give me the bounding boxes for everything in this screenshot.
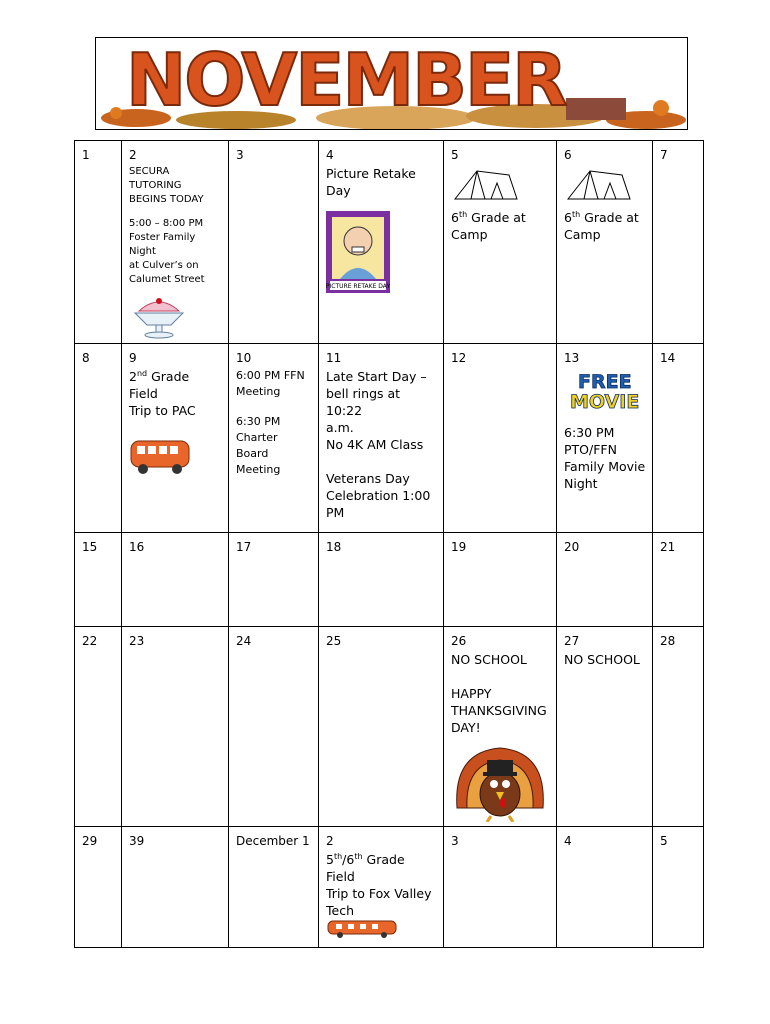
badge-label: PICTURE RETAKE DAY	[326, 283, 390, 290]
day-cell	[229, 141, 319, 344]
day-number: 7	[660, 148, 668, 162]
event-text: Foster Family Night	[129, 232, 196, 257]
event-text: bell rings at 10:22	[326, 386, 401, 418]
day-number: 22	[82, 634, 98, 648]
day-cell	[557, 827, 653, 948]
day-number: 8	[82, 351, 90, 365]
turkey-icon	[451, 742, 549, 822]
logo-top-text: FREE	[578, 371, 632, 393]
day-cell	[653, 627, 704, 827]
day-number: December 1	[236, 834, 310, 848]
day-number: 18	[326, 540, 342, 554]
day-number: 26	[451, 634, 467, 648]
day-number: 39	[129, 834, 145, 848]
event-text: 6th Grade at	[451, 209, 526, 225]
day-cell	[75, 141, 122, 344]
event-text: Charter Board	[236, 431, 278, 460]
day-number: 20	[564, 540, 580, 554]
day-cell	[122, 827, 229, 948]
event-text: a.m.	[326, 420, 354, 435]
day-cell	[319, 141, 444, 344]
day-cell	[557, 627, 653, 827]
event-text: Family Movie	[564, 459, 646, 474]
event-text: Meeting	[236, 463, 281, 476]
week-row	[75, 141, 704, 344]
day-cell	[319, 627, 444, 827]
day-cell	[557, 141, 653, 344]
day-cell	[444, 344, 557, 533]
event-text: 6:00 PM FFN	[236, 369, 305, 382]
day-cell	[653, 141, 704, 344]
day-cell	[122, 533, 229, 627]
day-cell	[444, 141, 557, 344]
event-text: 5:00 – 8:00 PM	[129, 218, 204, 229]
event-text: NO SCHOOL	[564, 652, 640, 667]
day-cell	[319, 533, 444, 627]
calendar-grid	[74, 140, 703, 918]
day-number: 17	[236, 540, 252, 554]
header-banner	[95, 37, 688, 130]
day-cell	[444, 627, 557, 827]
event-text: THANKSGIVING	[451, 703, 547, 718]
day-cell	[75, 627, 122, 827]
day-cell	[229, 344, 319, 533]
event-text: 6th Grade at	[564, 209, 639, 225]
logo-bottom-text: MOVIE	[570, 391, 640, 413]
day-number: 15	[82, 540, 98, 554]
day-number: 11	[326, 351, 342, 365]
ice-cream-sundae-icon	[129, 293, 189, 339]
day-cell	[122, 627, 229, 827]
day-cell	[229, 533, 319, 627]
day-cell	[229, 827, 319, 948]
day-number: 23	[129, 634, 145, 648]
day-number: 19	[451, 540, 467, 554]
day-number: 29	[82, 834, 98, 848]
day-number: 4	[564, 834, 572, 848]
free-movie-logo	[564, 368, 646, 414]
event-text: Night	[564, 476, 598, 491]
day-cell	[75, 827, 122, 948]
event-text: 6:30 PM	[564, 425, 615, 440]
day-number: 5	[451, 148, 459, 162]
tent-icon	[564, 165, 634, 205]
day-number: 25	[326, 634, 342, 648]
day-number: 2	[326, 834, 334, 848]
event-text: Camp	[451, 227, 488, 242]
day-number: 16	[129, 540, 145, 554]
event-text: NO SCHOOL	[451, 652, 527, 667]
event-text: 2nd Grade Field	[129, 368, 190, 401]
day-number: 27	[564, 634, 580, 648]
day-number: 2	[129, 148, 137, 162]
day-cell	[229, 627, 319, 827]
event-text: Veterans Day	[326, 471, 410, 486]
picture-retake-icon	[326, 211, 390, 293]
day-number: 9	[129, 351, 137, 365]
event-text: Picture Retake Day	[326, 166, 416, 198]
week-row	[75, 344, 704, 533]
event-text: PTO/FFN	[564, 442, 617, 457]
week-row	[75, 627, 704, 827]
event-text: Meeting	[236, 385, 281, 398]
day-number: 3	[236, 148, 244, 162]
event-text: 5th/6th Grade Field	[326, 851, 405, 884]
day-cell	[653, 533, 704, 627]
day-cell	[444, 533, 557, 627]
week-row	[75, 827, 704, 948]
event-text: Trip to Fox Valley	[326, 886, 432, 901]
day-number: 3	[451, 834, 459, 848]
event-text: Trip to PAC	[129, 403, 196, 418]
event-text: 6:30 PM	[236, 415, 281, 428]
school-bus-icon	[129, 433, 191, 477]
day-cell	[319, 827, 444, 948]
event-text: Camp	[564, 227, 601, 242]
day-number: 12	[451, 351, 467, 365]
day-number: 4	[326, 148, 334, 162]
event-text: No 4K AM Class	[326, 437, 424, 452]
day-cell	[122, 141, 229, 344]
day-number: 13	[564, 351, 580, 365]
day-cell	[653, 827, 704, 948]
day-number: 6	[564, 148, 572, 162]
event-text: PM	[326, 505, 345, 520]
event-text: SECURA TUTORING	[129, 166, 182, 191]
event-text: at Culver’s on	[129, 260, 199, 271]
day-number: 24	[236, 634, 252, 648]
day-number: 10	[236, 351, 252, 365]
banner-title: NOVEMBER	[126, 38, 566, 122]
day-cell	[75, 344, 122, 533]
day-cell	[75, 533, 122, 627]
event-text: Tech	[326, 903, 354, 918]
day-number: 28	[660, 634, 676, 648]
day-cell	[444, 827, 557, 948]
day-number: 1	[82, 148, 90, 162]
school-bus-icon	[326, 919, 398, 939]
day-number: 21	[660, 540, 676, 554]
day-cell	[319, 344, 444, 533]
event-text: Celebration 1:00	[326, 488, 431, 503]
day-cell	[557, 344, 653, 533]
event-text: Late Start Day –	[326, 369, 427, 384]
event-text: DAY!	[451, 720, 481, 735]
day-cell	[557, 533, 653, 627]
event-text: BEGINS TODAY	[129, 194, 204, 205]
day-cell	[653, 344, 704, 533]
day-number: 5	[660, 834, 668, 848]
event-text: HAPPY	[451, 686, 492, 701]
day-number: 14	[660, 351, 676, 365]
week-row	[75, 533, 704, 627]
event-text: Calumet Street	[129, 274, 205, 285]
day-cell	[122, 344, 229, 533]
tent-icon	[451, 165, 521, 205]
